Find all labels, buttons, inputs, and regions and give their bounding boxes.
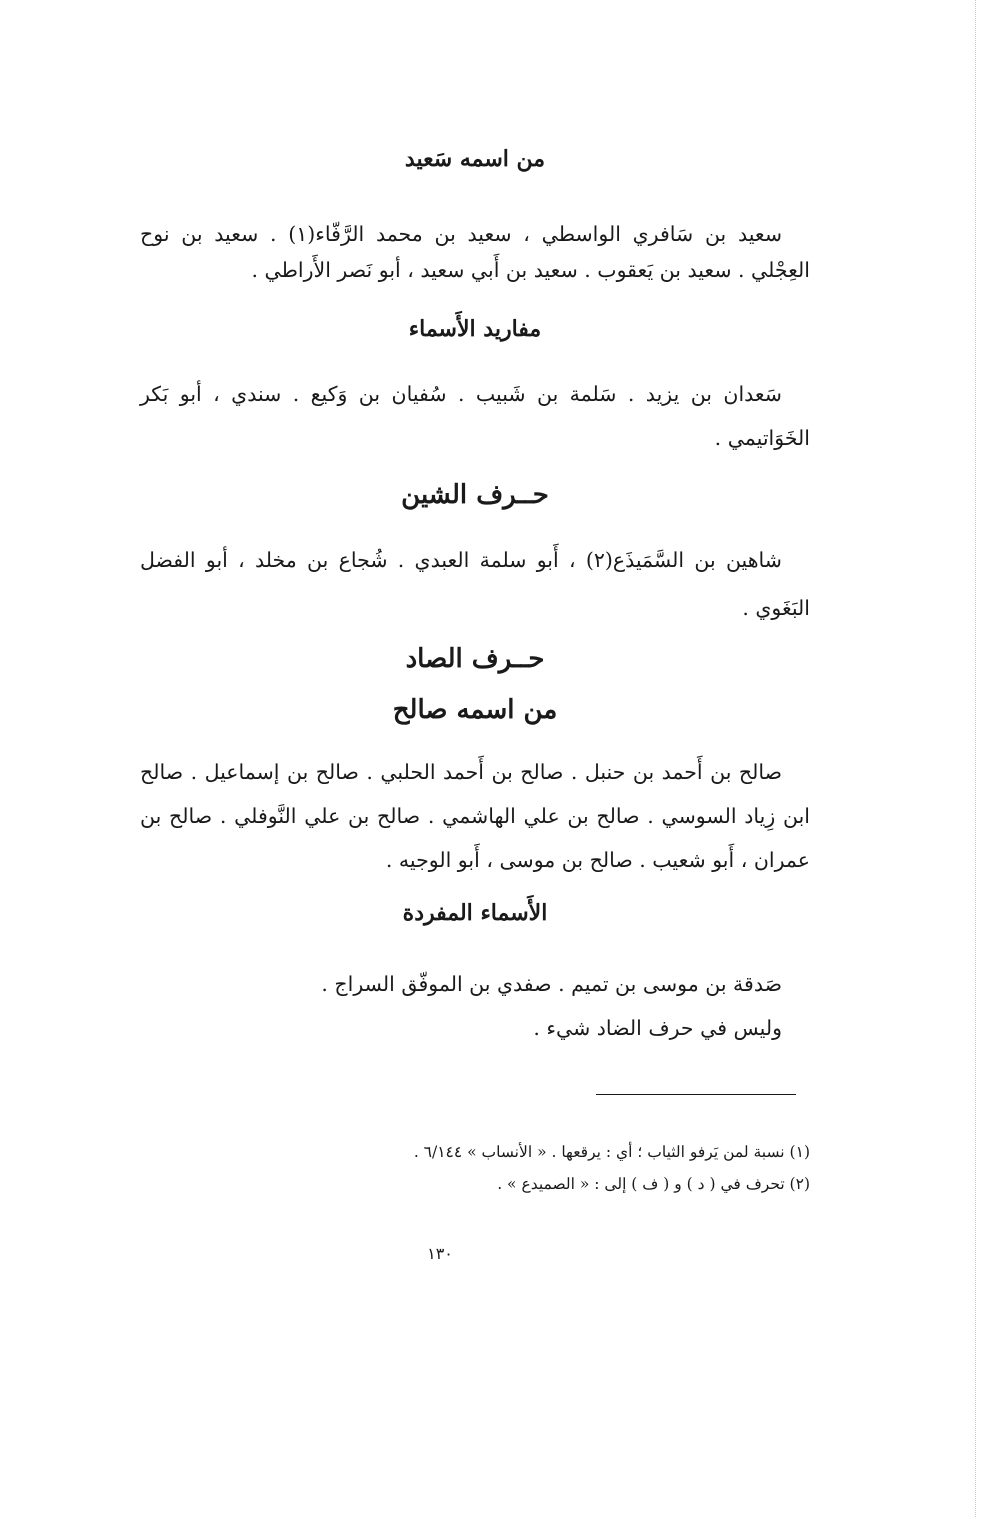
paragraph-line: ابن زِياد السوسي . صالح بن علي الهاشمي . صالح بن علي النَّوفلي . صالح بن — [140, 804, 810, 828]
section-heading: حــرف الصاد — [405, 644, 545, 674]
section-subheading: من اسمه صالح — [392, 695, 558, 725]
section-heading: من اسمه سَعيد — [404, 146, 546, 172]
section-heading: الأَسماء المفردة — [402, 900, 548, 926]
footnotes — [300, 1136, 810, 1200]
footnote: (٢) تحرف في ( د ) و ( ف ) إلى : « الصميدع » . — [497, 1175, 810, 1193]
paragraph-line: عمران ، أَبو شعيب . صالح بن موسى ، أَبو الوجيه . — [385, 848, 810, 872]
paragraph-line: سعيد بن سَافري الواسطي ، سعيد بن محمد الرَّفّاء(١) . سعيد بن نوح — [140, 222, 782, 246]
section-paragraph — [140, 376, 810, 456]
paragraph-line: البَغَوي . — [742, 596, 810, 620]
paragraph-line: شاهين بن السَّمَيذَع(٢) ، أَبو سلمة العبدي . شُجاع بن مخلد ، أبو الفضل — [140, 548, 782, 572]
footnote: (١) نسبة لمن يَرفو الثياب ؛ أي : يرقعها . « الأنساب » ٦/١٤٤ . — [413, 1143, 810, 1161]
paragraph-line: صالح بن أَحمد بن حنبل . صالح بن أَحمد الحلبي . صالح بن إسماعيل . صالح — [140, 760, 782, 784]
section-heading: مفاريد الأَسماء — [408, 316, 542, 342]
section-paragraph — [140, 966, 810, 1046]
paragraph-line: صَدقة بن موسى بن تميم . صفدي بن الموفّق السراج . — [321, 972, 782, 996]
section-paragraph — [140, 542, 810, 626]
scan-edge-line — [975, 0, 976, 1517]
paragraph-line: الخَوَاتيمي . — [714, 426, 810, 450]
footnote-separator — [596, 1094, 796, 1095]
section-heading: حــرف الشين — [401, 480, 549, 510]
paragraph-line: العِجْلي . سعيد بن يَعقوب . سعيد بن أَبي سعيد ، أبو نَصر الأَراطي . — [251, 258, 810, 282]
section-paragraph — [140, 216, 810, 288]
section-paragraph — [140, 754, 810, 878]
page-number: ١٣٠ — [427, 1244, 453, 1263]
paragraph-line: سَعدان بن يزيد . سَلمة بن شَبيب . سُفيان بن وَكيع . سندي ، أبو بَكر — [140, 382, 782, 406]
paragraph-line: وليس في حرف الضاد شيء . — [533, 1016, 782, 1040]
